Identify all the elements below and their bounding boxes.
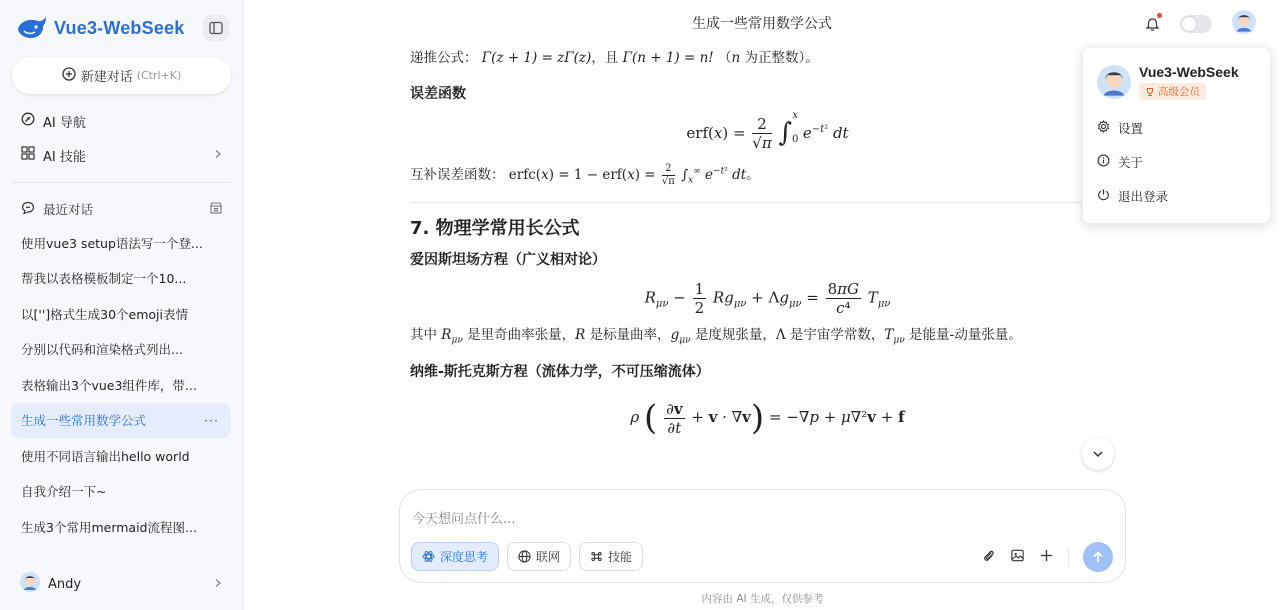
globe-icon [518,550,531,563]
deep-think-toggle[interactable] [411,542,499,571]
notification-dot [1157,13,1162,18]
nav-ai-skills-label: AI 技能 [43,149,86,165]
info-icon [1097,154,1110,170]
menu-settings-label: 设置 [1118,120,1144,136]
bell-icon [1145,17,1160,32]
user-menu [1082,47,1271,224]
menu-about-label: 关于 [1118,154,1144,170]
history-item[interactable] [0,261,231,297]
text: ，且 [591,50,619,66]
nav-ai-navigation[interactable] [0,104,243,138]
math-inline: n [731,50,741,66]
skills-label: 技能 [608,550,633,564]
history-item-label: 生成一些常用数学公式 [21,413,147,429]
menu-about[interactable] [1083,145,1270,179]
math-inline: Λ [775,326,786,343]
main-panel [244,0,1280,610]
top-actions [1140,10,1256,38]
history-item[interactable] [0,509,231,545]
nav-ai-skills[interactable] [0,138,243,172]
math-inline: R [575,326,586,343]
history-item[interactable] [0,332,231,368]
chevron-down-icon [1091,447,1105,461]
theme-toggle[interactable] [1180,15,1212,33]
page-title: 生成一些常用数学公式 [692,16,832,32]
ai-disclaimer: 内容由 AI 生成，仅供参考 [701,593,824,605]
atom-icon [422,550,435,563]
history-item-label: 使用不同语言输出hello world [21,448,190,464]
toggle-knob [1182,17,1196,31]
text: 为正整数）。 [740,50,819,66]
math-inline: Γ(n + 1) = n! [622,50,714,66]
history-item[interactable] [0,474,231,510]
composer-actions [981,542,1113,572]
einstein-heading: 爱因斯坦场方程（广义相对论） [410,252,606,269]
fraction: $\frac{\partial v}{\partial t}$ [666,400,683,438]
menu-settings[interactable] [1083,111,1270,145]
composer [399,489,1126,583]
text: 是标量曲率， [585,326,671,343]
gear-icon [1097,120,1110,136]
text: 其中 [410,326,442,343]
plus-icon[interactable] [1039,548,1054,567]
history-item-label: 生成3个常用mermaid流程图... [21,519,197,535]
divider [410,202,1125,203]
header-avatar[interactable] [1232,10,1256,38]
image-icon[interactable] [1010,548,1025,567]
math-inline: erfc(x) = 1 − erf(x) = $\frac{2}{√\pi}$ $\int_x^\infty$ $e^{-t^2}$ dt。 [508,162,760,187]
text: 是度规张量， [690,326,776,343]
history-item-label: 使用vue3 setup语法写一个登... [21,235,203,251]
text: （ [718,50,732,66]
recent-chats-title: 最近对话 [43,202,94,217]
menu-logout[interactable] [1083,179,1270,213]
fraction: $\frac{2}{√\pi}$ [752,115,772,153]
chevron-right-icon [213,148,223,163]
member-badge-label: 高级会员 [1158,86,1200,98]
history-item-label: 表格输出3个vue3组件库，带... [21,377,197,393]
web-search-label: 联网 [536,550,561,564]
fraction: $\frac{1}{2}$ [694,279,705,317]
history-item-label: 帮我以表格模板制定一个10... [21,271,187,287]
chat-bubble-icon [21,201,35,218]
math-inline: $g_{\mu\nu}$ [670,326,691,346]
grid-icon [21,146,35,164]
user-menu-name: Vue3-WebSeek [1139,64,1239,80]
history-item[interactable] [0,438,231,474]
erf-heading: 误差函数 [410,85,466,102]
power-icon [1097,188,1110,204]
erf-equation: erf(x) = $\frac{2}{√\pi}$ $\int_0^x$ $e^{-t^2}$ dt [686,109,849,153]
text: 是宇宙学常数， [785,326,885,343]
math-inline: $R_{\mu\nu}$ [441,326,463,346]
history-item[interactable] [0,296,231,332]
history-item[interactable] [0,367,231,403]
skills-toggle[interactable] [579,542,643,571]
erfc-label: 互补误差函数： [410,166,505,183]
einstein-description [410,325,1125,348]
command-icon [590,550,603,563]
recurrence-formula [410,48,1125,70]
plus-circle-icon [62,67,76,85]
history-item-label: 自我介绍一下~ [21,484,107,500]
fraction: $\frac{8\pi G}{\text{c⁴}}$ [827,279,860,317]
collapse-sidebar-button[interactable] [203,15,229,41]
new-chat-shortcut: (Ctrl+K) [136,69,182,82]
navier-stokes-equation: ρ ( $\frac{\partial v}{\partial t}$ + v · ∇v) = −∇p + μ∇²v + f [630,398,905,439]
history-item[interactable] [0,225,231,261]
web-search-toggle[interactable] [507,542,571,571]
math-inline: Γ(z + 1) = zΓ(z) [481,50,592,66]
archive-icon[interactable] [209,201,223,218]
erfc-formula [410,163,1125,188]
history-list [0,225,243,545]
user-name: Andy [48,576,82,592]
compass-icon [21,112,35,130]
text: 是里奇曲率张量， [462,326,576,343]
member-badge [1139,83,1206,100]
chat-content [410,46,1125,486]
top-bar [244,0,1280,46]
whale-logo-icon [16,14,48,42]
new-chat-label: 新建对话 [80,70,133,85]
new-chat-button[interactable] [12,57,231,94]
history-item-label: 分别以代码和渲染格式列出... [21,342,183,358]
more-options-icon[interactable]: ··· [204,412,219,428]
brand [0,0,243,44]
composer-tools [411,542,643,571]
sidebar-user[interactable] [0,572,243,596]
paperclip-icon[interactable] [981,548,996,567]
math-inline: $T_{\mu\nu}$ [884,326,905,346]
arrow-up-icon [1091,550,1105,564]
recurrence-label: 递推公式： [410,50,478,66]
user-menu-header [1083,48,1270,101]
avatar [20,572,40,596]
text: 是能量-动量张量。 [904,326,1022,343]
chevron-right-icon [213,577,223,592]
recent-chats-header [0,193,243,225]
divider [1068,548,1069,566]
section-heading: 7. 物理学常用长公式 [410,217,580,239]
deep-think-label: 深度思考 [440,550,489,564]
avatar [1097,65,1131,99]
menu-logout-label: 退出登录 [1118,188,1169,204]
history-item-active[interactable] [11,403,231,439]
divider [12,182,231,183]
einstein-equation: $R_{\mu\nu}$ − $\frac{1}{2}$ $Rg_{\mu\nu} + \Lambda g_{\mu\nu}$ = $\frac{8\pi G}{\text{c⁴}}$ $T_{\mu\nu}$ [644,279,891,317]
message-input[interactable]: 今天想问点什么... [412,512,516,527]
sidebar [0,0,244,610]
nav-ai-navigation-label: AI 导航 [43,115,86,131]
user-info [1139,64,1239,101]
notification-button[interactable] [1140,12,1164,36]
navier-stokes-heading: 纳维-斯托克斯方程（流体力学，不可压缩流体） [410,363,710,380]
trophy-icon [1145,87,1155,97]
history-item-label: 以['']格式生成30个emoji表情 [21,306,188,322]
scroll-to-bottom-button[interactable] [1082,438,1114,470]
brand-name: Vue3-WebSeek [54,17,185,38]
send-button[interactable] [1083,542,1113,572]
